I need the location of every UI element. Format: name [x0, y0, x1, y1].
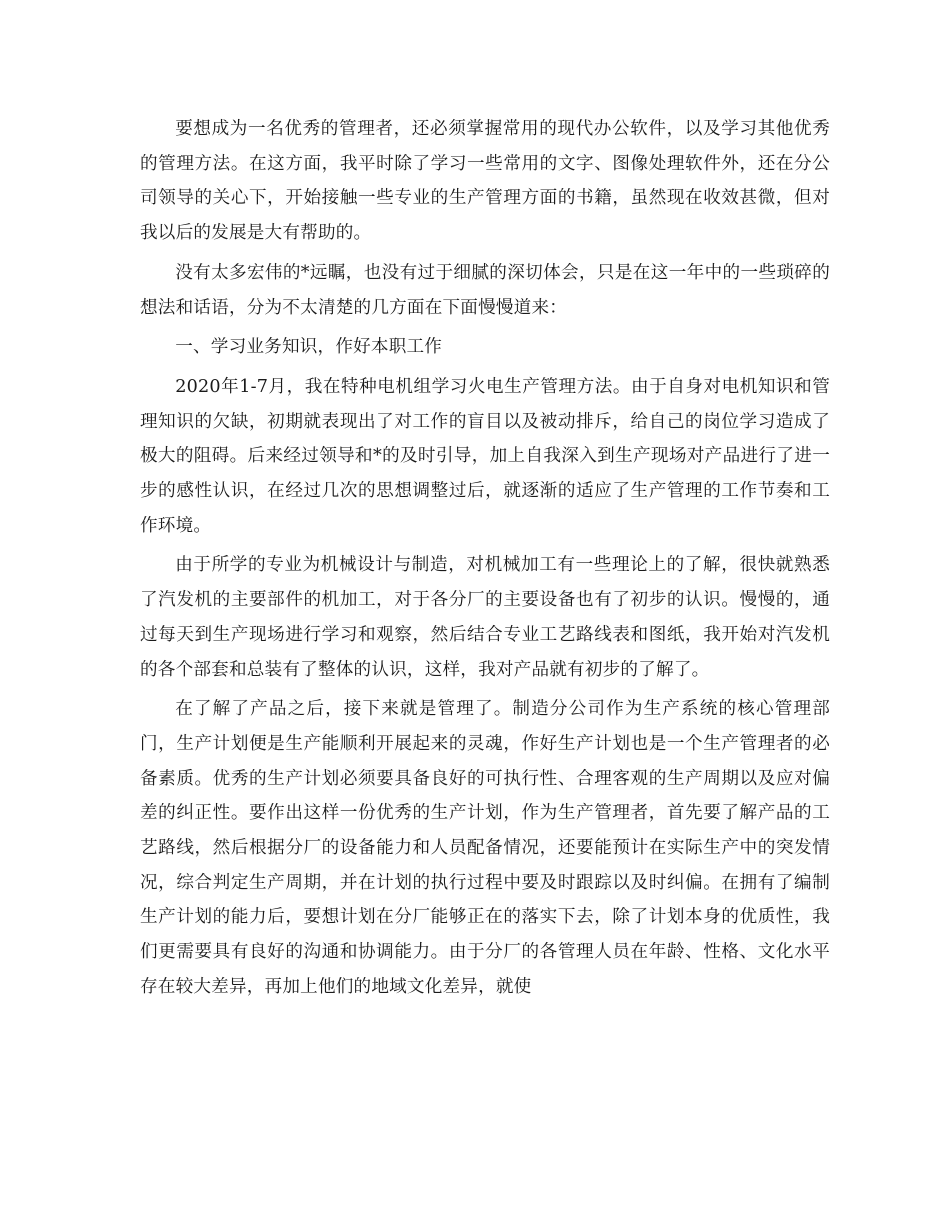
- paragraph-major-background: 由于所学的专业为机械设计与制造，对机械加工有一些理论上的了解，很快就熟悉了汽发机的主要部件的机加工，对于各分厂的主要设备也有了初步的认识。慢慢的，通过每天到生产现场进行学习和观察，然后结合专业工艺路线表和图纸，我开始对汽发机的各个部套和总装有了整体的认识，这样，我对产品就有初步的了解了。: [140, 555, 830, 680]
- document-body: [140, 112, 830, 1010]
- paragraph-production-planning: 在了解了产品之后，接下来就是管理了。制造分公司作为生产系统的核心管理部门，生产计划便是生产能顺利开展起来的灵魂，作好生产计划也是一个生产管理者的必备素质。优秀的生产计划必须要具备良好的可执行性、合理客观的生产周期以及应对偏差的纠正性。要作出这样一份优秀的生产计划，作为生产管理者，首先要了解产品的工艺路线，然后根据分厂的设备能力和人员配备情况，还要能预计在实际生产中的突发情况，综合判定生产周期，并在计划的执行过程中要及时跟踪以及时纠偏。在拥有了编制生产计划的能力后，要想计划在分厂能够正在的落实下去，除了计划本身的优质性，我们更需要具有良好的沟通和协调能力。由于分厂的各管理人员在年龄、性格、文化水平存在较大差异，再加上他们的地域文化差异，就使: [140, 699, 830, 997]
- paragraph-intro: 没有太多宏伟的*远瞩，也没有过于细腻的深切体会，只是在这一年中的一些琐碎的想法和话语，分为不太清楚的几方面在下面慢慢道来：: [140, 262, 830, 318]
- section-heading-1: 一、学习业务知识，作好本职工作: [175, 337, 443, 358]
- paragraph-office-software: 要想成为一名优秀的管理者，还必须掌握常用的现代办公软件，以及学习其他优秀的管理方法。在这方面，我平时除了学习一些常用的文字、图像处理软件外，还在分公司领导的关心下，开始接触一些专业的生产管理方面的书籍，虽然现在收效甚微，但对我以后的发展是大有帮助的。: [140, 119, 830, 244]
- paragraph-learning-period: 2020年1-7月，我在特种电机组学习火电生产管理方法。由于自身对电机知识和管理知识的欠缺，初期就表现出了对工作的盲目以及被动排斥，给自己的岗位学习造成了极大的阻碍。后来经过领导和*的及时引导，加上自我深入到生产现场对产品进行了进一步的感性认识，在经过几次的思想调整过后，就逐渐的适应了生产管理的工作节奏和工作环境。: [140, 376, 830, 536]
